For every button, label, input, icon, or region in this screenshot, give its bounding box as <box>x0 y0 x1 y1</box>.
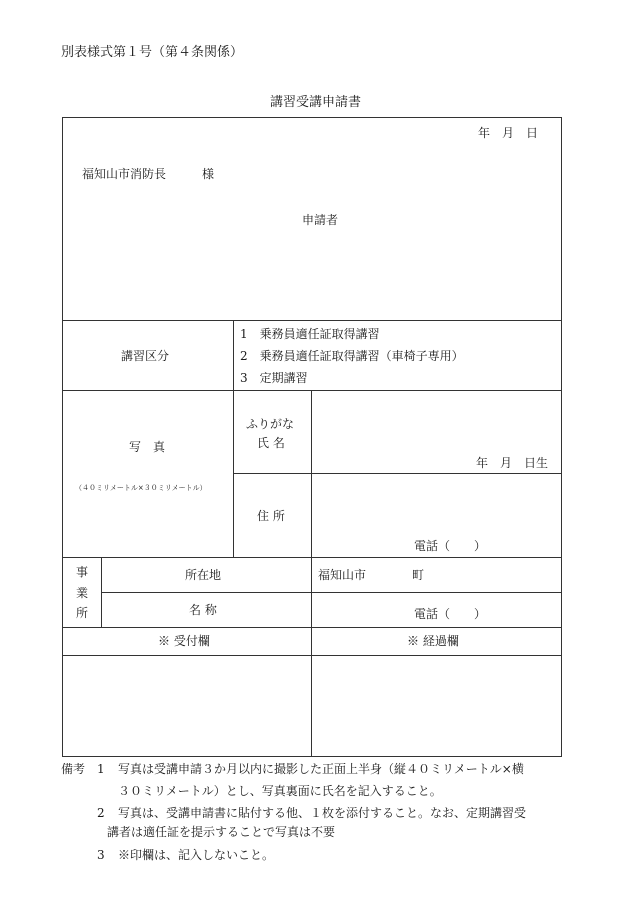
row-divider <box>62 557 562 558</box>
office-city-prefix: 福知山市 <box>318 568 367 582</box>
course-option[interactable]: 1 乗務員適任証取得講習 <box>240 327 380 341</box>
course-label: 講習区分 <box>121 349 170 363</box>
row-divider <box>101 592 562 593</box>
note-number: 3 <box>97 848 105 862</box>
date-line: 年 月 日 <box>478 126 539 140</box>
note-text: 講者は適任証を提示することで写真は不要 <box>107 825 336 839</box>
note-number: 1 <box>97 762 105 776</box>
progress-label: ※ 経過欄 <box>407 634 459 648</box>
office-name-label: 名 称 <box>189 603 217 617</box>
office-label-char: 業 <box>76 586 89 600</box>
note-number: 2 <box>97 806 105 820</box>
photo-size-note: （４０ミリメートル×３０ミリメートル） <box>75 484 207 492</box>
note-text: ３０ミリメートル）とし、写真裏面に氏名を記入すること。 <box>118 784 442 798</box>
office-town-suffix: 町 <box>412 568 425 582</box>
birth-date-label: 年 月 日生 <box>476 456 549 470</box>
addressee: 福知山市消防長 様 <box>82 167 215 181</box>
office-phone-label: 電話（ ） <box>414 607 487 621</box>
row-divider <box>62 320 562 321</box>
office-label-char: 所 <box>76 606 89 620</box>
column-divider <box>311 557 312 757</box>
course-option[interactable]: 3 定期講習 <box>240 371 308 385</box>
office-location-label: 所在地 <box>185 568 222 582</box>
column-divider <box>101 557 102 627</box>
row-divider <box>62 627 562 628</box>
furigana-label: ふりがな <box>246 417 295 431</box>
course-option[interactable]: 2 乗務員適任証取得講習（車椅子専用） <box>240 349 464 363</box>
note-text: 写真は受講申請３か月以内に撮影した正面上半身（縦４０ミリメートル×横 <box>118 762 524 776</box>
row-divider <box>62 655 562 656</box>
applicant-label: 申請者 <box>302 213 339 227</box>
form-title: 講習受講申請書 <box>270 95 362 110</box>
row-divider <box>62 390 562 391</box>
column-divider <box>311 390 312 557</box>
phone-label: 電話（ ） <box>414 539 487 553</box>
column-divider <box>233 320 234 557</box>
reception-label: ※ 受付欄 <box>158 634 210 648</box>
notes-prefix: 備考 <box>61 762 86 776</box>
row-divider <box>233 473 562 474</box>
form-id-label: 別表様式第１号（第４条関係） <box>61 45 244 60</box>
office-label-char: 事 <box>76 565 89 579</box>
address-label: 住 所 <box>257 509 285 523</box>
name-label: 氏 名 <box>257 436 285 450</box>
note-text: 写真は、受講申請書に貼付する他、１枚を添付すること。なお、定期講習受 <box>118 806 527 820</box>
note-text: ※印欄は、記入しないこと。 <box>118 848 275 862</box>
photo-label: 写 真 <box>129 440 166 454</box>
